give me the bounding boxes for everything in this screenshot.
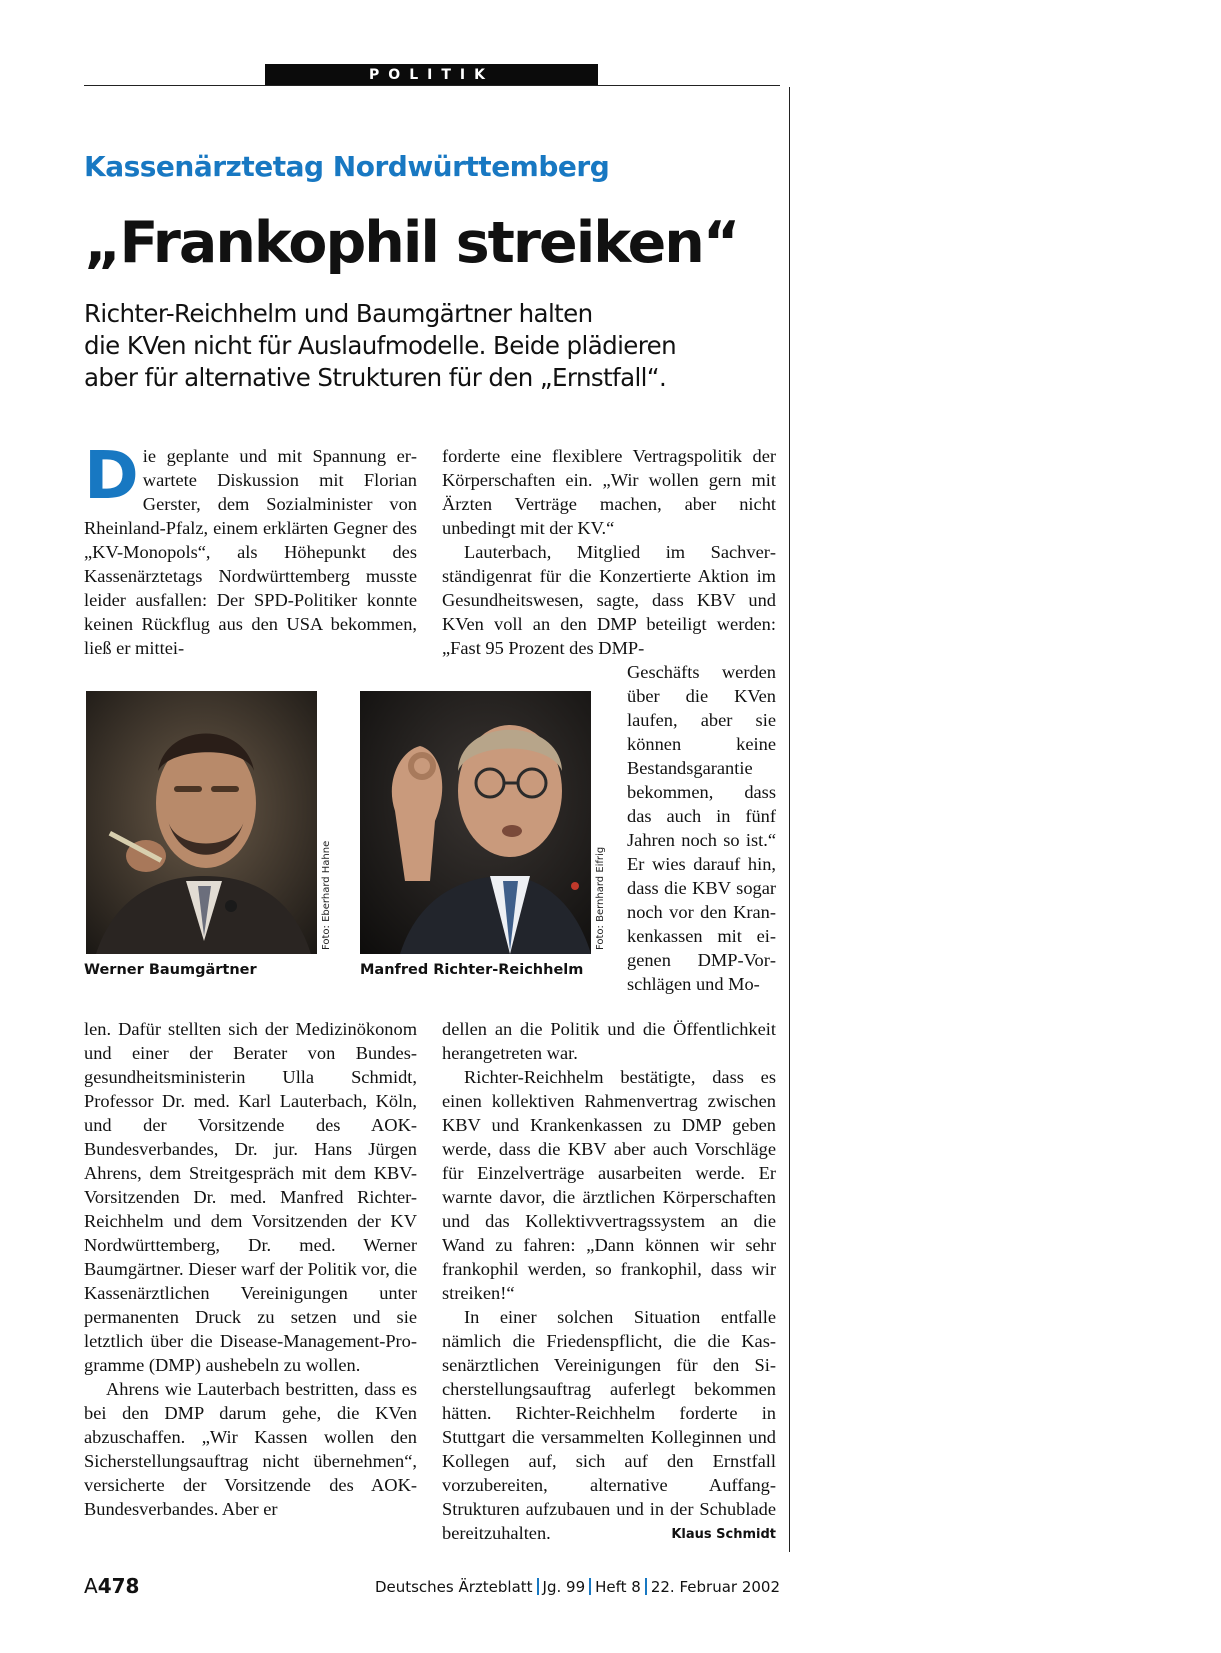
volume: Jg. 99 xyxy=(542,1578,586,1596)
separator xyxy=(645,1578,647,1595)
journal-info xyxy=(375,1578,780,1596)
deck xyxy=(84,298,704,394)
separator xyxy=(589,1578,591,1595)
deck-line: Richter-Reichhelm und Baumgärtner halten xyxy=(84,299,593,328)
author: Klaus Schmidt xyxy=(671,1527,776,1542)
page-number xyxy=(84,1574,139,1598)
paragraph xyxy=(442,1305,776,1545)
paragraph-text: In einer solchen Situation entfalle nämlich die Friedenspflicht, die die Kassenärztlichen Vereinigungen für den Sicherstellungsauftrag auferlegt bekommen hätten. Richter-Reichhelm forderte in Stuttgart die versammelten Kolleginnen und Kollegen auf, sich auf den Ernstfall vorzubereiten, alternative Auffang-Strukturen aufzubauen und in der Schublade bereitzuhalten. xyxy=(442,1307,776,1543)
column-1-top xyxy=(84,437,417,660)
drop-cap: D xyxy=(84,437,139,514)
paragraph: len. Dafür stellten sich der Medizinökonom und einer der Berater von Bundesgesundheitsministerin Ulla Schmidt, Professor Dr. med. Karl Lauterbach, Köln, und der Vorsitzende des AOK-Bundesverbandes, Dr. jur. Hans Jürgen Ahrens, dem Streitgespräch mit dem KBV-Vorsitzenden Dr. med. Manfred Richter-Reichhelm und dem Vorsitzenden der KV Nordwürttemberg, Dr. med. Werner Baumgärtner. Dieser warf der Politik vor, die Kassenärztlichen Vereinigungen unter permanenten Druck zu setzen und sie letztlich über die Disease-Management-Programme (DMP) aushebeln zu wollen. xyxy=(84,1019,417,1375)
lead-text: ie geplante und mit Spannung erwartete Diskussion mit Florian Gerster, dem Sozialminister von Rheinland-Pfalz, einem erklärten Gegner des „KV-Monopols“, als Höhepunkt des Kassenärztetags Nordwürttemberg musste leider ausfallen: Der SPD-Politiker konnte keinen Rückflug aus den USA bekommen, ließ er mittei- xyxy=(84,446,417,658)
column-rule xyxy=(789,87,790,1552)
journal-name: Deutsches Ärzteblatt xyxy=(374,1578,533,1596)
page-prefix: A xyxy=(84,1574,98,1598)
photo-credit: Foto: Bernhard Eifrig xyxy=(595,846,606,950)
date: 22. Februar 2002 xyxy=(650,1578,780,1596)
column-1-bottom xyxy=(84,1017,417,1521)
paragraph: forderte eine flexiblere Vertragspolitik der Körperschaften ein. „Wir wollen gern mit Ärzten Verträge machen, aber nicht unbedingt mit der KV.“ xyxy=(442,446,776,538)
photo-werner-baumgaertner xyxy=(86,691,317,954)
photo-credit: Foto: Eberhard Hahne xyxy=(321,840,332,950)
deck-line: aber für alternative Strukturen für den „Ernstfall“. xyxy=(84,363,667,392)
paragraph: dellen an die Politik und die Öffentlichkeit herangetreten war. xyxy=(442,1019,776,1063)
separator xyxy=(537,1578,539,1595)
paragraph: Lauterbach, Mitglied im Sachverständigenrat für die Konzertierte Aktion im Gesundheitswesen, sagte, dass KBV und KVen voll an den DMP beteiligt werden: „Fast 95 Prozent des DMP- xyxy=(442,542,776,658)
page-number-value: 478 xyxy=(97,1574,140,1598)
photo-manfred-richter-reichhelm xyxy=(360,691,591,954)
issue: Heft 8 xyxy=(595,1578,641,1596)
paragraph: Richter-Reichhelm bestätigte, dass es einen kollektiven Rahmenvertrag zwischen KBV und Krankenkassen zu DMP geben werde, dass die KBV aber auch Vorschläge für Einzelverträge ausarbeiten werde. Er warnte davor, die ärztlichen Körperschaften und das Kollektivvertragssystem an die Wand zu fahren: „Dann können wir sehr frankophil werden, so frankophil, dass wir streiken!“ xyxy=(442,1067,776,1303)
photo-caption: Manfred Richter-Reichhelm xyxy=(360,962,584,978)
column-2-top xyxy=(442,444,776,660)
column-2-narrow xyxy=(627,660,776,996)
headline: „Frankophil streiken“ xyxy=(84,210,739,276)
section-label: POLITIK xyxy=(265,64,598,86)
deck-line: die KVen nicht für Auslaufmodelle. Beide plädieren xyxy=(84,331,677,360)
photo-caption: Werner Baumgärtner xyxy=(84,962,257,978)
paragraph: Ahrens wie Lauterbach bestritten, dass es bei den DMP darum gehe, die KVen abzuschaffen. „Wir Kassen wollen den Sicherstellungsauftrag nicht übernehmen“, versicherte der Vorsitzende des AOK-Bundesverbandes. Aber er xyxy=(84,1379,417,1519)
paragraph: Geschäfts werden über die KVen laufen, aber sie können keine Bestandsgarantie bekommen, dass das auch in fünf Jahren noch so ist.“ Er wies darauf hin, dass die KBV sogar noch vor den Krankenkassen mit eigenen DMP-Vorschlägen und Mo- xyxy=(627,662,776,994)
column-2-bottom xyxy=(442,1017,776,1547)
top-rule xyxy=(84,85,780,86)
kicker: Kassenärztetag Nordwürttemberg xyxy=(84,150,610,183)
